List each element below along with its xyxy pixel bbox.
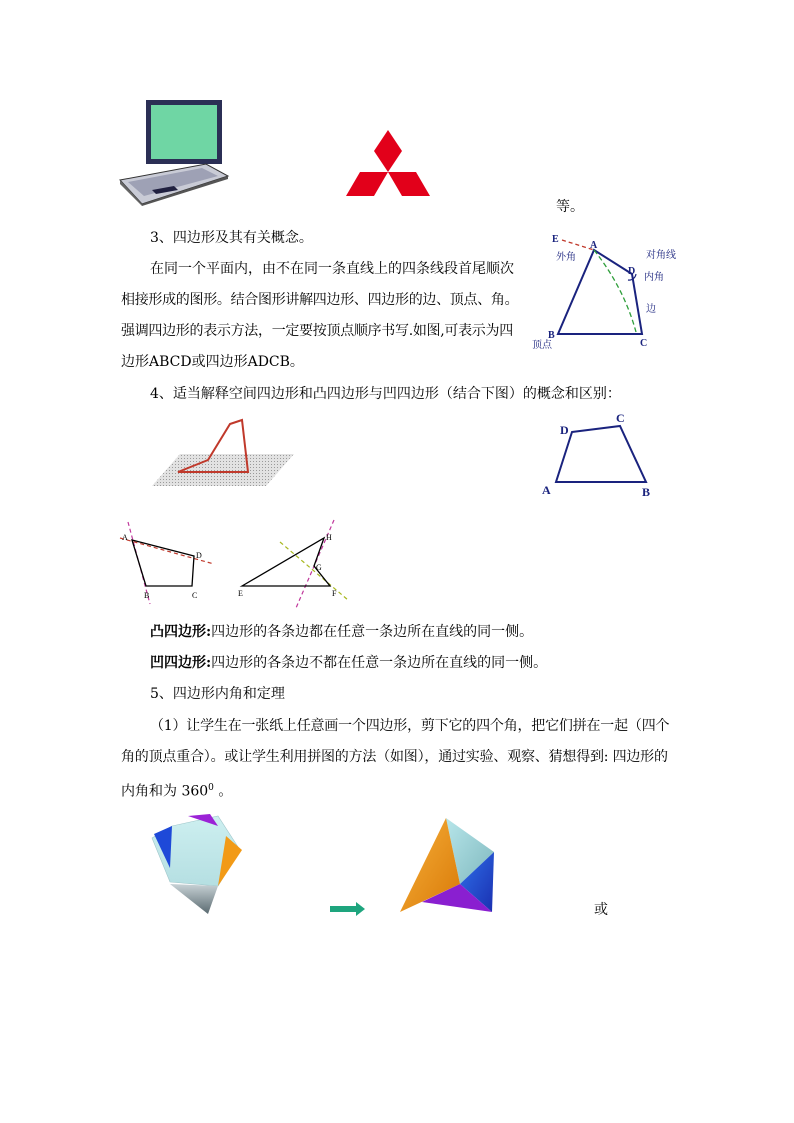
arrow-icon bbox=[330, 902, 366, 916]
concave-definition bbox=[150, 653, 547, 673]
etc-text: 等。 bbox=[556, 199, 584, 215]
section5-p1: （1）让学生在一张纸上任意画一个四边形，剪下它的四个角，把它们拼在一起（四个 bbox=[150, 718, 670, 734]
label-vertex: 顶点 bbox=[532, 340, 552, 351]
convex-definition bbox=[150, 622, 533, 642]
convex-label-A: A bbox=[122, 533, 128, 542]
section5-title: 5、四边形内角和定理 bbox=[150, 686, 285, 702]
label-interior-angle: 内角 bbox=[644, 272, 664, 283]
quadrilateral-concept-figure bbox=[528, 228, 694, 354]
concave-label-E: E bbox=[238, 589, 243, 598]
concave-label-H: H bbox=[326, 533, 332, 542]
section3-title: 3、四边形及其有关概念。 bbox=[150, 230, 313, 246]
quad-label-B: B bbox=[642, 485, 651, 499]
concave-label-F: F bbox=[332, 589, 337, 598]
label-B: B bbox=[548, 330, 555, 341]
section3-p4: 边形ABCD或四边形ADCB。 bbox=[121, 354, 304, 370]
quad-label-C: C bbox=[616, 411, 625, 425]
or-text: 或 bbox=[594, 902, 608, 918]
label-exterior-angle: 外角 bbox=[556, 252, 576, 263]
label-D: D bbox=[628, 266, 636, 277]
convex-label-B: B bbox=[144, 591, 150, 600]
section3-p3: 强调四边形的表示方法，一定要按顶点顺序书写.如图,可表示为四 bbox=[121, 323, 513, 339]
convex-label-D: D bbox=[196, 551, 202, 560]
concave-label-G: G bbox=[316, 563, 322, 572]
section5-p2: 角的顶点重合）。或让学生利用拼图的方法（如图），通过实验、观察、猜想得到: 四边形的 bbox=[121, 749, 668, 765]
section5-p3 bbox=[121, 778, 232, 802]
label-side: 边 bbox=[646, 304, 656, 315]
quadrilateral-abcd-figure bbox=[538, 410, 664, 502]
section3-p2: 相接形成的图形。结合图形讲解四边形、四边形的边、顶点、角。 bbox=[121, 292, 519, 308]
label-E: E bbox=[552, 234, 559, 245]
three-diamond-logo bbox=[336, 130, 440, 208]
space-quadrilateral-figure bbox=[148, 416, 296, 488]
section5-p3-sup: 0 bbox=[208, 783, 214, 793]
concave-quadrilateral-figure bbox=[232, 516, 352, 610]
section3-p1: 在同一个平面内，由不在同一条直线上的四条线段首尾顺次 bbox=[150, 261, 514, 277]
convex-label-C: C bbox=[192, 591, 198, 600]
convex-quadrilateral-figure bbox=[116, 518, 216, 606]
label-C: C bbox=[640, 338, 648, 349]
section5-p3-pre: 内角和为 360 bbox=[121, 783, 209, 800]
laptop-illustration bbox=[118, 98, 230, 206]
kite-puzzle-figure bbox=[148, 812, 244, 916]
section4-title: 4、适当解释空间四边形和凸四边形与凹四边形（结合下图）的概念和区别： bbox=[150, 386, 621, 402]
quad-label-D: D bbox=[560, 423, 569, 437]
section5-p3-post: 。 bbox=[213, 783, 233, 800]
quad-label-A: A bbox=[542, 483, 551, 497]
convex-def-text: 四边形的各条边都在任意一条边所在直线的同一侧。 bbox=[211, 624, 534, 640]
convex-term: 凸四边形: bbox=[150, 624, 212, 640]
label-A: A bbox=[590, 240, 598, 251]
assembled-angles-figure bbox=[396, 816, 500, 916]
label-diagonal: 对角线 bbox=[646, 250, 676, 261]
concave-def-text: 四边形的各条边不都在任意一条边所在直线的同一侧。 bbox=[211, 655, 548, 671]
concave-term: 凹四边形: bbox=[150, 655, 212, 671]
